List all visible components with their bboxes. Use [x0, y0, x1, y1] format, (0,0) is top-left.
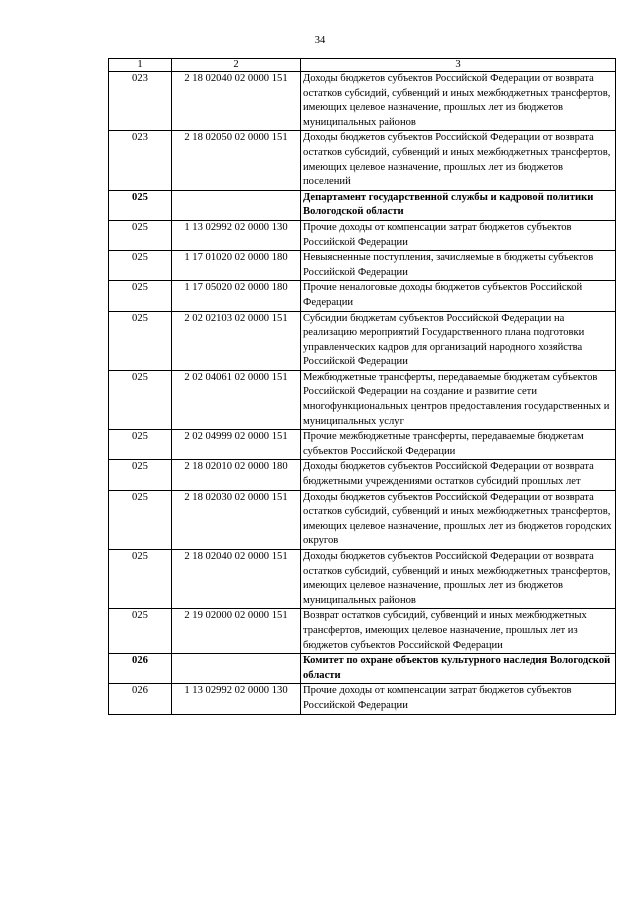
admin-code-cell: 025	[109, 251, 172, 281]
table-row	[109, 654, 616, 684]
table-row	[109, 684, 616, 714]
table-row	[109, 460, 616, 490]
table-row	[109, 190, 616, 220]
revenue-name-cell: Субсидии бюджетам субъектов Российской Федерации на реализацию мероприятий Государственного плана подготовки управленческих кадров для организаций народного хозяйства Российской Федерации	[301, 311, 616, 370]
revenue-code-cell: 2 18 02050 02 0000 151	[172, 131, 301, 190]
admin-code-cell: 026	[109, 684, 172, 714]
admin-code-cell: 025	[109, 311, 172, 370]
revenue-code-cell: 2 19 02000 02 0000 151	[172, 609, 301, 654]
revenue-name-cell: Прочие неналоговые доходы бюджетов субъектов Российской Федерации	[301, 281, 616, 311]
revenue-code-cell: 1 17 05020 02 0000 180	[172, 281, 301, 311]
revenue-code-cell: 1 13 02992 02 0000 130	[172, 220, 301, 250]
revenue-code-cell: 2 18 02010 02 0000 180	[172, 460, 301, 490]
revenue-codes-table	[108, 58, 616, 715]
revenue-name-cell: Доходы бюджетов субъектов Российской Федерации от возврата остатков субсидий, субвенций и иных межбюджетных трансфертов, имеющих целевое назначение, прошлых лет из бюджетов муниципальных районов	[301, 550, 616, 609]
table-row	[109, 251, 616, 281]
revenue-name-cell: Межбюджетные трансферты, передаваемые бюджетам субъектов Российской Федерации на создание и развитие сети многофункциональных центров предоставления государственных и муниципальных услуг	[301, 370, 616, 429]
admin-code-cell: 023	[109, 72, 172, 131]
admin-code-cell: 025	[109, 550, 172, 609]
revenue-name-cell: Доходы бюджетов субъектов Российской Федерации от возврата остатков субсидий, субвенций и иных межбюджетных трансфертов, имеющих целевое назначение, прошлых лет из бюджетов муниципальных районов	[301, 72, 616, 131]
table-row	[109, 490, 616, 549]
table-row	[109, 220, 616, 250]
revenue-name-cell: Прочие доходы от компенсации затрат бюджетов субъектов Российской Федерации	[301, 220, 616, 250]
revenue-name-cell: Невыясненные поступления, зачисляемые в бюджеты субъектов Российской Федерации	[301, 251, 616, 281]
revenue-name-cell: Комитет по охране объектов культурного наследия Вологодской области	[301, 654, 616, 684]
table-row	[109, 311, 616, 370]
revenue-name-cell: Возврат остатков субсидий, субвенций и иных межбюджетных трансфертов, имеющих целевое назначение, прошлых лет из бюджетов субъектов Российской Федерации	[301, 609, 616, 654]
revenue-code-cell	[172, 190, 301, 220]
table-row	[109, 131, 616, 190]
header-col-3: 3	[301, 59, 616, 72]
header-col-1: 1	[109, 59, 172, 72]
revenue-code-cell: 2 02 04999 02 0000 151	[172, 430, 301, 460]
admin-code-cell: 025	[109, 460, 172, 490]
admin-code-cell: 025	[109, 220, 172, 250]
header-col-2: 2	[172, 59, 301, 72]
admin-code-cell: 026	[109, 654, 172, 684]
table-row	[109, 370, 616, 429]
page-number: 34	[314, 35, 326, 46]
revenue-name-cell: Департамент государственной службы и кадровой политики Вологодской области	[301, 190, 616, 220]
table-row	[109, 281, 616, 311]
revenue-name-cell: Прочие доходы от компенсации затрат бюджетов субъектов Российской Федерации	[301, 684, 616, 714]
revenue-code-cell	[172, 654, 301, 684]
revenue-code-cell: 1 13 02992 02 0000 130	[172, 684, 301, 714]
admin-code-cell: 025	[109, 370, 172, 429]
revenue-name-cell: Доходы бюджетов субъектов Российской Федерации от возврата остатков субсидий, субвенций и иных межбюджетных трансфертов, имеющих целевое назначение, прошлых лет из бюджетов поселений	[301, 131, 616, 190]
revenue-code-cell: 2 02 02103 02 0000 151	[172, 311, 301, 370]
revenue-name-cell: Доходы бюджетов субъектов Российской Федерации от возврата бюджетными учреждениями остатков субсидий прошлых лет	[301, 460, 616, 490]
revenue-code-cell: 2 02 04061 02 0000 151	[172, 370, 301, 429]
admin-code-cell: 025	[109, 609, 172, 654]
revenue-code-cell: 2 18 02040 02 0000 151	[172, 72, 301, 131]
admin-code-cell: 025	[109, 490, 172, 549]
table-row	[109, 72, 616, 131]
admin-code-cell: 025	[109, 190, 172, 220]
table-row	[109, 609, 616, 654]
table-row	[109, 430, 616, 460]
table-header-row	[109, 59, 616, 72]
admin-code-cell: 025	[109, 430, 172, 460]
admin-code-cell: 025	[109, 281, 172, 311]
revenue-name-cell: Прочие межбюджетные трансферты, передаваемые бюджетам субъектов Российской Федерации	[301, 430, 616, 460]
table-row	[109, 550, 616, 609]
revenue-code-cell: 2 18 02030 02 0000 151	[172, 490, 301, 549]
revenue-name-cell: Доходы бюджетов субъектов Российской Федерации от возврата остатков субсидий, субвенций и иных межбюджетных трансфертов, имеющих целевое назначение, прошлых лет из бюджетов городских округов	[301, 490, 616, 549]
admin-code-cell: 023	[109, 131, 172, 190]
revenue-code-cell: 2 18 02040 02 0000 151	[172, 550, 301, 609]
revenue-code-cell: 1 17 01020 02 0000 180	[172, 251, 301, 281]
